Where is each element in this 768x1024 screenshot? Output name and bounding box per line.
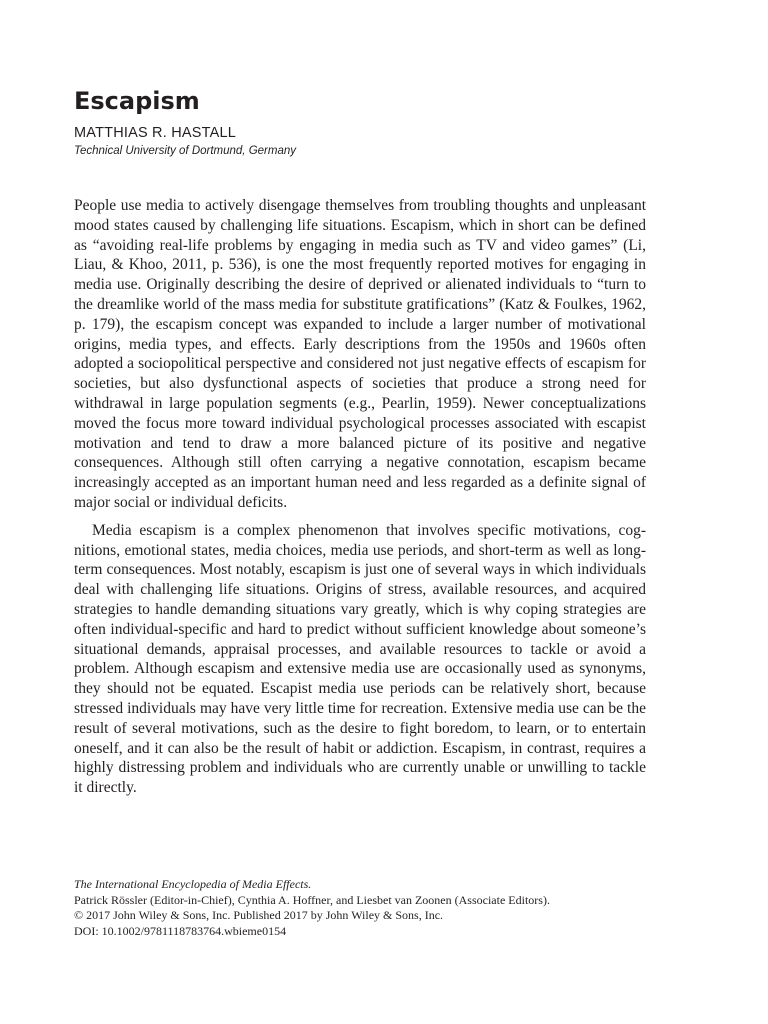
copyright-line: © 2017 John Wiley & Sons, Inc. Published 2017 by John Wiley & Sons, Inc. [74,908,444,923]
body-paragraph: People use media to actively disengage themselves from troubling thoughts and unpleasant mood states caused by challenging life situations. Escapism, which in short can be defined as “avoiding real-life problems by engaging in media such as TV and video games” (Li, Liau, & Khoo, 2011, p. 536), is one the most frequently reported motives for engaging in media use. Originally describing the desire of deprived or alienated individuals to “turn to the dreamlike world of the mass media for substitute gratifications” (Katz & Foulkes, 1962, p. 179), the escapism concept was expanded to include a larger number of motivational origins, media types, and effects. Early descriptions from the 1950s and 1960s often adopted a sociopolitical perspective and considered not just negative effects of escapism for societies, but also dysfunctional aspects of societies that produce a strong need for withdrawal in large population segments (e.g., Pearlin, 1959). Newer conceptualizations moved the focus more toward individual psychological processes associated with escapist motivation and tend to draw a more balanced picture of its positive and negative consequences. Although still often carrying a negative connotation, escapism became increasingly accepted as an important human need and less regarded as a definite signal of major social or individual deficits. [74,197,646,511]
author-affiliation: Technical University of Dortmund, Germany [74,145,296,157]
document-page [74,0,646,1024]
citation-footer [74,877,646,939]
publication-title: The International Encyclopedia of Media Effects. [74,877,312,891]
article-body [74,196,646,798]
body-paragraph: Media escapism is a complex phenomenon that involves specific motivations, cognitions, emotional states, media choices, media use periods, and short-term as well as long-term consequences. Most notably, escapism is just one of several ways in which individuals deal with challenging life situations. Origins of stress, available resources, and acquired strategies to handle demanding situations vary greatly, which is why coping strategies are often individual-specific and hard to predict without sufficient knowledge about someone’s situational demands, appraisal processes, and available resources to tackle or avoid a problem. Although escapism and extensive media use are occasionally used as synonyms, they should not be equated. Escapist media use periods can be relatively short, because stressed individuals may have very little time for recreation. Extensive media use can be the result of several motivations, such as the desire to fight boredom, to learn, or to entertain oneself, and it can also be the result of habit or addiction. Escapism, in contrast, requires a highly distressing problem and individuals who are currently unable or unwilling to tackle it directly. [74,521,646,797]
doi-line: DOI: 10.1002/9781118783764.wbieme0154 [74,923,287,938]
editors-line: Patrick Rössler (Editor-in-Chief), Cynthia A. Hoffner, and Liesbet van Zoonen (Associate Editors). [74,892,550,907]
article-title: Escapism [74,87,200,115]
author-name: MATTHIAS R. HASTALL [74,125,236,141]
